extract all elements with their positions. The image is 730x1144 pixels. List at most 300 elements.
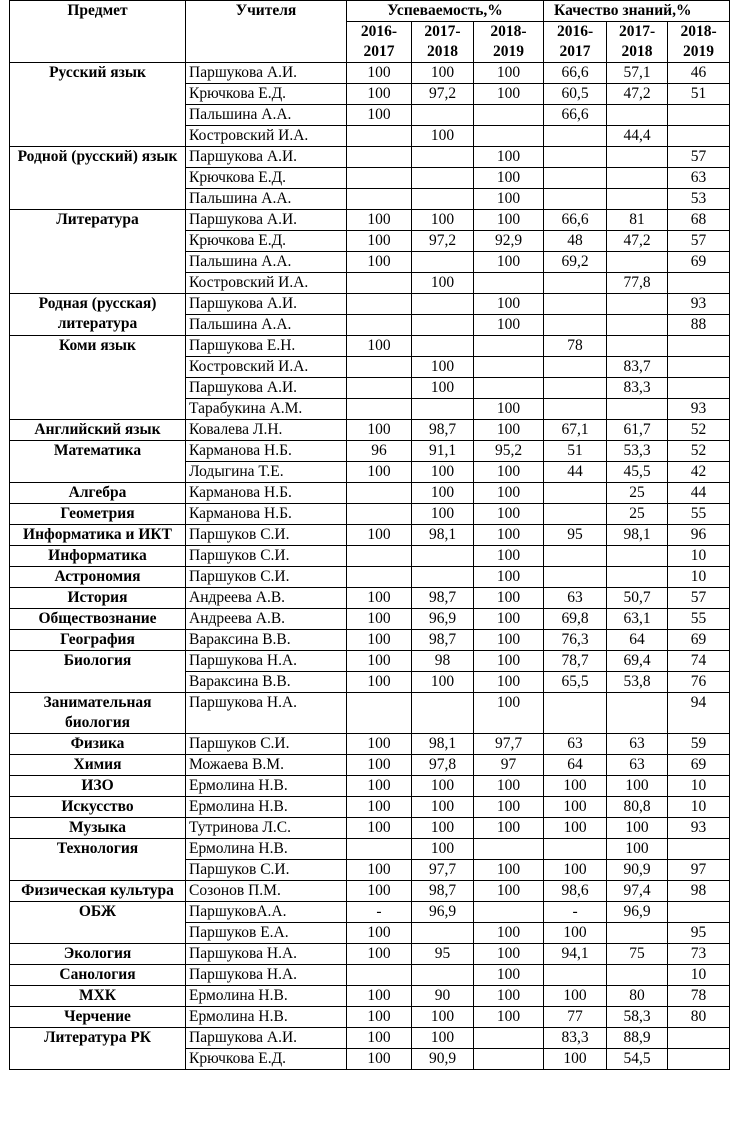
success-value-cell [474, 839, 544, 860]
teacher-cell: Костровский И.А. [186, 357, 347, 378]
subject-cell: Родной (русский) язык [10, 147, 186, 210]
success-value-cell [474, 105, 544, 126]
teacher-cell: Ермолина Н.В. [186, 986, 347, 1007]
teacher-cell: Паршуков С.И. [186, 860, 347, 881]
quality-value-cell: 44 [544, 462, 607, 483]
success-value-cell [347, 839, 412, 860]
subject-cell: Физика [10, 734, 186, 755]
quality-value-cell: - [544, 902, 607, 923]
success-value-cell: 100 [347, 63, 412, 84]
success-value-cell: 100 [474, 420, 544, 441]
subject-cell: Черчение [10, 1007, 186, 1028]
year-part-end: 2018 [621, 43, 653, 60]
success-value-cell [474, 126, 544, 147]
teacher-cell: Паршуков С.И. [186, 546, 347, 567]
success-value-cell [474, 1049, 544, 1070]
table-row [10, 420, 730, 441]
quality-value-cell: 61,7 [607, 420, 668, 441]
quality-value-cell: 94 [668, 693, 730, 734]
quality-value-cell: 54,5 [607, 1049, 668, 1070]
success-value-cell: 100 [412, 210, 474, 231]
quality-value-cell: 97 [668, 860, 730, 881]
success-value-cell [474, 336, 544, 357]
quality-value-cell [668, 273, 730, 294]
quality-value-cell: 74 [668, 651, 730, 672]
quality-value-cell: 57 [668, 588, 730, 609]
quality-value-cell [668, 336, 730, 357]
year-part-end: 2017 [559, 43, 591, 60]
quality-value-cell [607, 189, 668, 210]
success-value-cell: 100 [347, 525, 412, 546]
quality-value-cell: 80,8 [607, 797, 668, 818]
quality-value-cell [607, 336, 668, 357]
quality-value-cell [544, 378, 607, 399]
teacher-cell: Паршукова А.И. [186, 1028, 347, 1049]
quality-value-cell [544, 357, 607, 378]
success-value-cell: 100 [412, 797, 474, 818]
subject-cell: Физическая культура [10, 881, 186, 902]
quality-value-cell: 42 [668, 462, 730, 483]
success-value-cell: 100 [347, 231, 412, 252]
success-value-cell [347, 965, 412, 986]
table-row [10, 609, 730, 630]
success-value-cell: 100 [347, 944, 412, 965]
quality-value-cell [607, 965, 668, 986]
success-value-cell: 98,7 [412, 630, 474, 651]
header-quality-year [607, 22, 668, 63]
table-body [10, 63, 730, 1070]
teacher-cell: Паршукова А.И. [186, 294, 347, 315]
success-value-cell [412, 693, 474, 734]
quality-value-cell: 69 [668, 252, 730, 273]
quality-value-cell [544, 168, 607, 189]
table-row [10, 210, 730, 231]
success-value-cell [474, 273, 544, 294]
quality-value-cell: 66,6 [544, 105, 607, 126]
success-value-cell [412, 923, 474, 944]
quality-value-cell: 100 [544, 818, 607, 839]
success-value-cell: 100 [474, 651, 544, 672]
success-value-cell [347, 168, 412, 189]
quality-value-cell [544, 567, 607, 588]
success-value-cell: 98 [412, 651, 474, 672]
success-value-cell: 92,9 [474, 231, 544, 252]
success-value-cell: 100 [347, 923, 412, 944]
quality-value-cell [544, 147, 607, 168]
success-value-cell: 100 [412, 357, 474, 378]
quality-value-cell: 83,3 [544, 1028, 607, 1049]
teacher-cell: Паршукова А.И. [186, 378, 347, 399]
success-value-cell: 100 [474, 797, 544, 818]
teacher-cell: Карманова Н.Б. [186, 504, 347, 525]
quality-value-cell: 51 [544, 441, 607, 462]
table-row [10, 818, 730, 839]
quality-value-cell [607, 923, 668, 944]
success-value-cell: 100 [474, 525, 544, 546]
teacher-cell: Пальшина А.А. [186, 105, 347, 126]
header-quality: Качество знаний,% [544, 1, 730, 22]
quality-value-cell: 53,3 [607, 441, 668, 462]
success-value-cell [412, 294, 474, 315]
table-row [10, 1007, 730, 1028]
table-row [10, 147, 730, 168]
quality-value-cell [607, 147, 668, 168]
teacher-cell: Паршукова А.И. [186, 210, 347, 231]
success-value-cell: 100 [412, 504, 474, 525]
success-value-cell: 100 [412, 462, 474, 483]
success-value-cell [412, 567, 474, 588]
success-value-cell: - [347, 902, 412, 923]
quality-value-cell [607, 567, 668, 588]
subject-cell: Русский язык [10, 63, 186, 147]
success-value-cell: 100 [412, 776, 474, 797]
success-value-cell [347, 378, 412, 399]
teacher-cell: Паршуков С.И. [186, 567, 347, 588]
subject-cell: Английский язык [10, 420, 186, 441]
quality-value-cell: 10 [668, 797, 730, 818]
success-value-cell: 100 [474, 965, 544, 986]
table-header [10, 1, 730, 63]
success-value-cell: 98,7 [412, 881, 474, 902]
success-value-cell: 100 [347, 84, 412, 105]
success-value-cell: 100 [474, 168, 544, 189]
teacher-cell: Паршуков С.И. [186, 734, 347, 755]
quality-value-cell: 75 [607, 944, 668, 965]
subject-cell: Экология [10, 944, 186, 965]
quality-value-cell: 55 [668, 504, 730, 525]
teacher-cell: Костровский И.А. [186, 126, 347, 147]
success-value-cell: 100 [474, 252, 544, 273]
quality-value-cell [668, 839, 730, 860]
success-value-cell [347, 483, 412, 504]
success-value-cell: 97,8 [412, 755, 474, 776]
quality-value-cell: 44,4 [607, 126, 668, 147]
teacher-cell: Паршукова Н.А. [186, 944, 347, 965]
success-value-cell [474, 357, 544, 378]
subject-cell: Технология [10, 839, 186, 881]
table-row [10, 63, 730, 84]
success-value-cell [347, 504, 412, 525]
quality-value-cell: 95 [668, 923, 730, 944]
success-value-cell: 100 [474, 818, 544, 839]
quality-value-cell [544, 126, 607, 147]
document-page [9, 0, 729, 1070]
subject-cell: География [10, 630, 186, 651]
quality-value-cell [544, 273, 607, 294]
subject-cell: Математика [10, 441, 186, 483]
quality-value-cell: 76,3 [544, 630, 607, 651]
success-value-cell: 100 [347, 420, 412, 441]
quality-value-cell: 10 [668, 776, 730, 797]
success-value-cell [347, 357, 412, 378]
success-value-cell: 100 [474, 84, 544, 105]
quality-value-cell [668, 126, 730, 147]
quality-value-cell [607, 252, 668, 273]
success-value-cell: 100 [474, 294, 544, 315]
success-value-cell: 100 [474, 776, 544, 797]
teacher-cell: Карманова Н.Б. [186, 483, 347, 504]
table-row [10, 986, 730, 1007]
year-part-start: 2016- [360, 23, 398, 40]
quality-value-cell: 100 [544, 797, 607, 818]
success-value-cell: 100 [347, 462, 412, 483]
quality-value-cell: 93 [668, 294, 730, 315]
success-value-cell: 100 [412, 63, 474, 84]
success-value-cell: 98,1 [412, 734, 474, 755]
quality-value-cell: 100 [544, 860, 607, 881]
quality-value-cell: 98,1 [607, 525, 668, 546]
header-success: Успеваемость,% [347, 1, 544, 22]
quality-value-cell: 50,7 [607, 588, 668, 609]
teacher-cell: Вараксина В.В. [186, 672, 347, 693]
subject-cell: Информатика и ИКТ [10, 525, 186, 546]
teacher-cell: Паршукова А.И. [186, 147, 347, 168]
quality-value-cell [668, 1049, 730, 1070]
success-value-cell: 96 [347, 441, 412, 462]
quality-value-cell: 25 [607, 483, 668, 504]
subject-cell: Коми язык [10, 336, 186, 420]
success-value-cell: 91,1 [412, 441, 474, 462]
quality-value-cell: 45,5 [607, 462, 668, 483]
year-part-end: 2019 [683, 43, 715, 60]
quality-value-cell [544, 839, 607, 860]
quality-value-cell: 73 [668, 944, 730, 965]
success-value-cell: 100 [474, 672, 544, 693]
quality-value-cell: 69,8 [544, 609, 607, 630]
subject-cell: Астрономия [10, 567, 186, 588]
success-value-cell: 100 [412, 378, 474, 399]
quality-value-cell: 69,4 [607, 651, 668, 672]
teacher-cell: Паршукова Н.А. [186, 651, 347, 672]
quality-value-cell: 10 [668, 546, 730, 567]
success-value-cell [347, 567, 412, 588]
year-part-start: 2018- [680, 23, 717, 40]
success-value-cell [412, 546, 474, 567]
quality-value-cell: 100 [544, 923, 607, 944]
success-value-cell: 100 [474, 483, 544, 504]
success-value-cell [474, 378, 544, 399]
quality-value-cell: 66,6 [544, 63, 607, 84]
success-value-cell: 100 [474, 399, 544, 420]
success-value-cell: 100 [474, 315, 544, 336]
quality-value-cell: 78,7 [544, 651, 607, 672]
success-value-cell: 100 [347, 881, 412, 902]
success-value-cell: 100 [412, 273, 474, 294]
success-value-cell: 100 [347, 1028, 412, 1049]
success-value-cell: 100 [412, 839, 474, 860]
quality-value-cell: 69,2 [544, 252, 607, 273]
quality-value-cell: 83,3 [607, 378, 668, 399]
quality-value-cell: 97,4 [607, 881, 668, 902]
success-value-cell [347, 399, 412, 420]
success-value-cell: 100 [347, 734, 412, 755]
quality-value-cell: 10 [668, 567, 730, 588]
quality-value-cell: 64 [544, 755, 607, 776]
success-value-cell: 100 [412, 672, 474, 693]
success-value-cell: 100 [474, 546, 544, 567]
teacher-cell: Карманова Н.Б. [186, 441, 347, 462]
quality-value-cell [607, 546, 668, 567]
table-row [10, 294, 730, 315]
success-value-cell [412, 965, 474, 986]
teacher-cell: Можаева В.М. [186, 755, 347, 776]
teacher-cell: Андреева А.В. [186, 588, 347, 609]
success-value-cell: 100 [347, 672, 412, 693]
success-value-cell [474, 1028, 544, 1049]
success-value-cell: 100 [412, 1007, 474, 1028]
success-value-cell: 100 [347, 609, 412, 630]
quality-value-cell: 88,9 [607, 1028, 668, 1049]
teacher-cell: Паршуков С.И. [186, 525, 347, 546]
quality-value-cell: 68 [668, 210, 730, 231]
quality-value-cell: 67,1 [544, 420, 607, 441]
success-value-cell [347, 693, 412, 734]
table-row [10, 336, 730, 357]
quality-value-cell [607, 399, 668, 420]
subject-cell: Информатика [10, 546, 186, 567]
quality-value-cell: 48 [544, 231, 607, 252]
table-row [10, 504, 730, 525]
table-row [10, 441, 730, 462]
success-value-cell: 100 [474, 630, 544, 651]
teacher-cell: Созонов П.М. [186, 881, 347, 902]
table-row [10, 483, 730, 504]
teacher-cell: Пальшина А.А. [186, 252, 347, 273]
success-value-cell: 98,7 [412, 588, 474, 609]
teacher-cell: Паршукова Е.Н. [186, 336, 347, 357]
quality-value-cell: 57 [668, 147, 730, 168]
quality-value-cell [607, 105, 668, 126]
success-value-cell [412, 105, 474, 126]
quality-value-cell: 90,9 [607, 860, 668, 881]
success-value-cell: 97,7 [474, 734, 544, 755]
success-value-cell [412, 189, 474, 210]
success-value-cell: 100 [474, 944, 544, 965]
success-value-cell [347, 315, 412, 336]
teacher-cell: Андреева А.В. [186, 609, 347, 630]
teacher-cell: Тарабукина А.М. [186, 399, 347, 420]
quality-value-cell: 69 [668, 630, 730, 651]
quality-value-cell: 94,1 [544, 944, 607, 965]
teacher-cell: Ковалева Л.Н. [186, 420, 347, 441]
teacher-cell: Паршукова Н.А. [186, 965, 347, 986]
quality-value-cell: 65,5 [544, 672, 607, 693]
quality-value-cell: 47,2 [607, 84, 668, 105]
quality-value-cell: 100 [544, 776, 607, 797]
quality-value-cell: 100 [607, 839, 668, 860]
success-value-cell: 98,7 [412, 420, 474, 441]
success-value-cell: 100 [347, 336, 412, 357]
table-row [10, 965, 730, 986]
quality-value-cell: 57 [668, 231, 730, 252]
quality-value-cell: 83,7 [607, 357, 668, 378]
teacher-cell: Крючкова Е.Д. [186, 1049, 347, 1070]
success-value-cell: 100 [347, 986, 412, 1007]
header-quality-year [544, 22, 607, 63]
year-part-start: 2017- [618, 23, 656, 40]
subject-cell: Биология [10, 651, 186, 693]
success-value-cell: 100 [347, 105, 412, 126]
success-value-cell: 95,2 [474, 441, 544, 462]
subject-cell: Литература РК [10, 1028, 186, 1070]
quality-value-cell: 53 [668, 189, 730, 210]
teacher-cell: Тутринова Л.С. [186, 818, 347, 839]
success-value-cell: 100 [474, 504, 544, 525]
success-value-cell: 98,1 [412, 525, 474, 546]
table-row [10, 1028, 730, 1049]
success-value-cell [474, 902, 544, 923]
quality-value-cell: 10 [668, 965, 730, 986]
success-value-cell: 100 [474, 986, 544, 1007]
quality-value-cell: 76 [668, 672, 730, 693]
quality-value-cell: 63 [607, 734, 668, 755]
quality-value-cell: 78 [544, 336, 607, 357]
success-value-cell [347, 273, 412, 294]
success-value-cell: 95 [412, 944, 474, 965]
quality-value-cell [668, 902, 730, 923]
year-part-end: 2017 [363, 43, 395, 60]
table-row [10, 755, 730, 776]
table-row [10, 902, 730, 923]
success-value-cell [347, 126, 412, 147]
quality-value-cell: 52 [668, 420, 730, 441]
quality-value-cell: 57,1 [607, 63, 668, 84]
year-part-start: 2017- [424, 23, 461, 40]
quality-value-cell [544, 294, 607, 315]
quality-value-cell: 100 [544, 1049, 607, 1070]
quality-value-cell: 63 [544, 734, 607, 755]
subject-cell: Литература [10, 210, 186, 294]
teacher-cell: Крючкова Е.Д. [186, 231, 347, 252]
quality-value-cell: 95 [544, 525, 607, 546]
quality-value-cell [668, 1028, 730, 1049]
quality-value-cell [607, 294, 668, 315]
quality-value-cell: 25 [607, 504, 668, 525]
quality-value-cell: 77 [544, 1007, 607, 1028]
success-value-cell: 100 [347, 252, 412, 273]
quality-value-cell [544, 693, 607, 734]
success-value-cell: 100 [347, 1007, 412, 1028]
subject-cell: Искусство [10, 797, 186, 818]
quality-value-cell [544, 965, 607, 986]
success-value-cell: 100 [474, 210, 544, 231]
success-value-cell: 100 [347, 818, 412, 839]
success-value-cell: 100 [412, 126, 474, 147]
teacher-cell: Крючкова Е.Д. [186, 168, 347, 189]
success-value-cell: 100 [412, 818, 474, 839]
subject-cell: ИЗО [10, 776, 186, 797]
success-value-cell: 100 [474, 881, 544, 902]
quality-value-cell [544, 546, 607, 567]
quality-value-cell [607, 315, 668, 336]
subject-cell: Геометрия [10, 504, 186, 525]
grades-table [9, 0, 730, 1070]
success-value-cell: 100 [412, 1028, 474, 1049]
success-value-cell: 90 [412, 986, 474, 1007]
table-row [10, 693, 730, 734]
subject-cell: Родная (русская) литература [10, 294, 186, 336]
table-row [10, 881, 730, 902]
subject-cell: Алгебра [10, 483, 186, 504]
quality-value-cell [668, 357, 730, 378]
success-value-cell [412, 252, 474, 273]
success-value-cell: 100 [474, 567, 544, 588]
quality-value-cell: 96 [668, 525, 730, 546]
year-part-start: 2018- [490, 23, 527, 40]
success-value-cell: 100 [474, 147, 544, 168]
success-value-cell [412, 336, 474, 357]
quality-value-cell: 44 [668, 483, 730, 504]
